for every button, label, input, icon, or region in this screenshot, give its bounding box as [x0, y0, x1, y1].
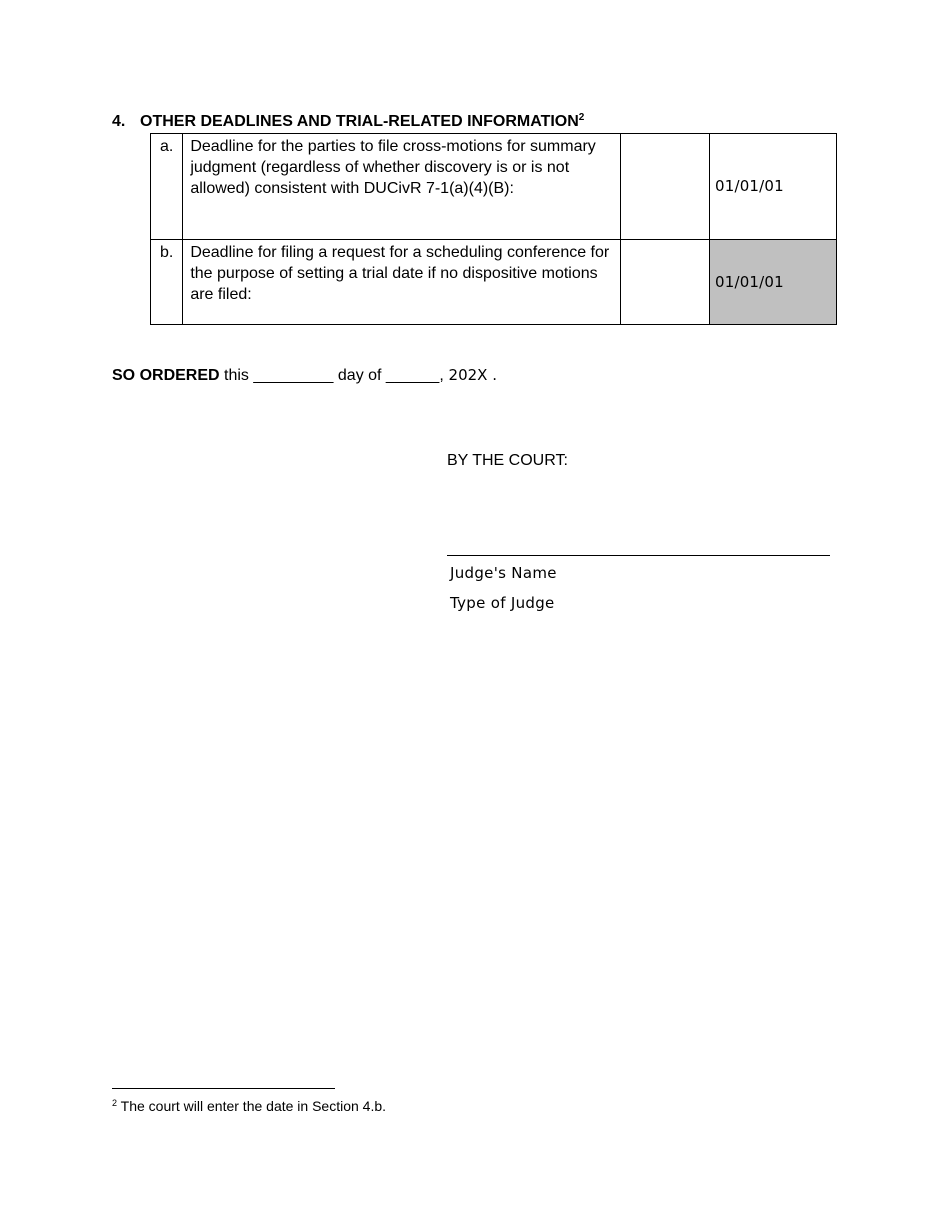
row-letter: b.: [151, 240, 183, 325]
row-date[interactable]: 01/01/01: [709, 134, 836, 240]
order-period: .: [487, 366, 497, 384]
order-year[interactable]: 202X: [443, 366, 488, 384]
deadlines-table: [150, 133, 837, 325]
footnote-divider: [112, 1088, 335, 1089]
row-description: Deadline for the parties to file cross-motions for summary judgment (regardless of whether discovery is or is not allowed) consistent with DUCivR 7-1(a)(4)(B):: [183, 134, 621, 240]
judge-name-field[interactable]: Judge's Name: [450, 564, 557, 582]
section-number: 4.: [112, 113, 126, 130]
section-heading: [112, 113, 584, 131]
row-blank-cell[interactable]: [621, 240, 710, 325]
footnote-number: 2: [112, 1098, 118, 1108]
by-the-court-label: BY THE COURT:: [447, 452, 568, 469]
row-date-shaded[interactable]: 01/01/01: [709, 240, 836, 325]
section-title: OTHER DEADLINES AND TRIAL-RELATED INFORMATION: [140, 113, 579, 130]
so-ordered-label: SO ORDERED: [112, 367, 220, 384]
row-letter: a.: [151, 134, 183, 240]
judge-type-field[interactable]: Type of Judge: [450, 594, 555, 612]
row-blank-cell[interactable]: [621, 134, 710, 240]
table-row: [151, 134, 837, 240]
footnote-reference[interactable]: 2: [578, 112, 585, 123]
so-ordered-text: this _________ day of ______,: [219, 367, 444, 384]
signature-line: [447, 555, 830, 556]
footnote-text: The court will enter the date in Section 4.b.: [117, 1098, 387, 1114]
so-ordered-line: [112, 366, 497, 385]
footnote: [112, 1098, 386, 1114]
row-description: Deadline for filing a request for a scheduling conference for the purpose of setting a trial date if no dispositive motions are filed:: [183, 240, 621, 325]
table-row: [151, 240, 837, 325]
